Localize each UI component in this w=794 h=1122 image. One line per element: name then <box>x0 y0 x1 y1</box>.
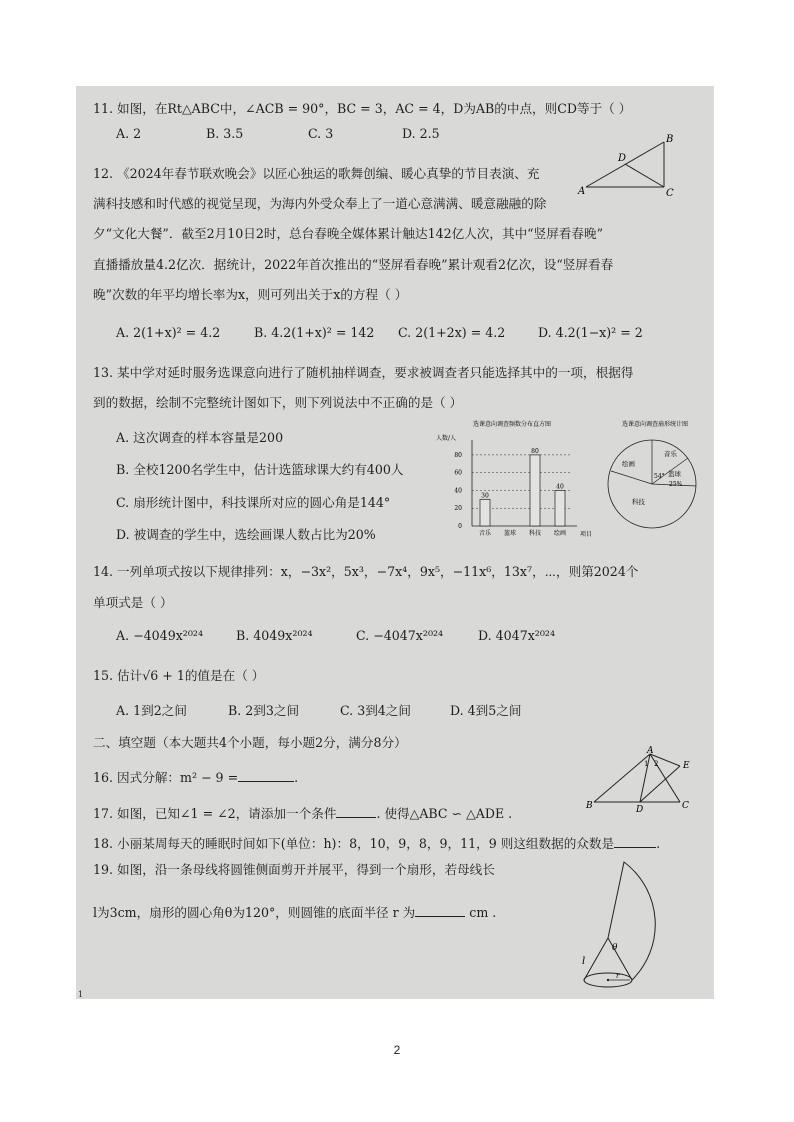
q12-option-a: A. 2(1+x)² = 4.2 <box>116 325 221 340</box>
pie-label-percent: 25% <box>669 481 683 488</box>
label-b: B <box>666 134 674 145</box>
q18-answer-blank[interactable] <box>614 835 656 848</box>
q17-answer-blank[interactable] <box>336 805 376 818</box>
q12-option-b: B. 4.2(1+x)² = 142 <box>254 325 375 340</box>
bar-chart-title: 选课意向调查频数分布直方图 <box>472 421 552 428</box>
svg-text:E: E <box>683 761 690 771</box>
label-d: D <box>618 153 627 164</box>
bar-value-label: 40 <box>556 483 564 491</box>
q13-option-c: C. 扇形统计图中，科技课所对应的圆心角是144° <box>116 495 391 510</box>
q15-option-c: C. 3到4之间 <box>340 703 411 718</box>
svg-text:θ: θ <box>612 943 618 953</box>
q12-line-2: 满科技感和时代感的视觉呈现，为海内外受众奉上了一道心意满满、暖意融融的除 <box>93 196 547 211</box>
pie-label-angle: 54° <box>654 473 665 480</box>
q14-line-2: 单项式是（ ） <box>93 595 173 610</box>
y-tick-label: 0 <box>458 523 462 530</box>
q15-option-d: D. 4到5之间 <box>450 703 522 718</box>
q19-answer-blank[interactable] <box>415 904 465 917</box>
q12-line-5: 晚”次数的年平均增长率为x，则可列出关于x的方程（ ） <box>93 287 408 302</box>
bar-value-label: 80 <box>531 447 539 455</box>
bar <box>530 455 540 526</box>
pie-label-basketball: 篮球 <box>668 470 681 478</box>
q16-answer-blank[interactable] <box>238 769 294 782</box>
q13-line-2: 到的数据，绘制不完整统计图如下，则下列说法中不正确的是（ ） <box>93 395 463 410</box>
q13-line-1: 13. 某中学对延时服务选课意向进行了随机抽样调查，要求被调查者只能选择其中的一项，根据得 <box>93 365 634 380</box>
q11-triangle-figure <box>576 132 686 198</box>
pie-label-music: 音乐 <box>664 450 677 458</box>
q12-line-4: 直播播放量4.2亿次．据统计，2022年首次推出的“竖屏看春晚”累计观看2亿次，设“竖屏看春 <box>93 257 614 272</box>
q15-option-a: A. 1到2之间 <box>116 703 187 718</box>
q11-option-c: C. 3 <box>308 126 334 141</box>
q15-option-b: B. 2到3之间 <box>228 703 300 718</box>
slice-line <box>611 471 652 484</box>
q17-triangle-figure <box>584 746 696 812</box>
q12-option-d: D. 4.2(1−x)² = 2 <box>538 325 643 340</box>
y-tick-label: 20 <box>454 505 462 513</box>
pie-chart <box>602 418 708 542</box>
corner-mark: 1 <box>78 990 84 999</box>
q11-option-d: D. 2.5 <box>402 126 440 141</box>
pie-label-technology: 科技 <box>632 498 645 506</box>
y-tick-label: 80 <box>454 451 462 459</box>
q18-stem: 18. 小丽某周每天的睡眠时间如下(单位：h)：8，10，9，8，9，11，9 则这组数据的众数是 . <box>93 836 661 851</box>
q17-stem: 17. 如图，已知∠1 = ∠2，请添加一个条件 . 使得△ABC ∽ △ADE . <box>93 806 513 821</box>
bar <box>555 490 565 526</box>
q14-line-1: 14. 一列单项式按以下规律排列：x，−3x²，5x³，−7x⁴，9x⁵，−11x⁶，13x⁷，⋯，则第2024个 <box>93 564 639 579</box>
exam-sheet <box>76 86 714 999</box>
svg-text:1: 1 <box>644 760 649 768</box>
svg-text:D: D <box>636 805 644 812</box>
q14-option-b: B. 4049x²⁰²⁴ <box>236 628 313 643</box>
q12-line-3: 夕“文化大餐”．截至2月10日2时，总台春晚全媒体累计触达142亿人次，其中“竖屏看春晚” <box>93 226 604 241</box>
q16-stem: 16. 因式分解：m² − 9 = . <box>93 770 299 785</box>
label-a: A <box>578 186 586 197</box>
bar-chart-xlabel: 项目 <box>580 531 592 538</box>
q12-line-1: 12. 《2024年春节联欢晚会》以匠心独运的歌舞创编、暖心真挚的节目表演、充 <box>93 166 540 181</box>
bar-chart-ylabel: 人数/人 <box>436 435 457 442</box>
y-tick-label: 40 <box>454 487 462 495</box>
svg-text:B: B <box>586 801 593 811</box>
q15-stem: 15. 估计√6 + 1的值是在（ ） <box>93 668 265 683</box>
bar-chart <box>432 418 592 542</box>
x-tick-label: 音乐 <box>478 530 492 537</box>
label-c: C <box>666 188 674 198</box>
section-heading: 二、填空题（本大题共4个小题，每小题2分，满分8分） <box>93 735 407 750</box>
bar-value-label: 30 <box>481 492 489 500</box>
q13-option-b: B. 全校1200名学生中，估计选篮球课大约有400人 <box>116 462 404 477</box>
q11-stem: 11. 如图，在Rt△ABC中，∠ACB = 90°，BC = 3，AC = 4，D为AB的中点，则CD等于（ ） <box>93 101 632 116</box>
y-tick-label: 60 <box>454 469 462 477</box>
x-tick-label: 科技 <box>528 530 542 537</box>
q19-line-1: 19. 如图，沿一条母线将圆锥侧面剪开并展平，得到一个扇形，若母线长 <box>93 862 495 877</box>
q13-option-a: A. 这次调查的样本容量是200 <box>116 430 284 445</box>
q19-cone-figure <box>568 856 664 998</box>
pie-chart-title: 选课意向调查扇形统计图 <box>621 421 689 428</box>
svg-text:r: r <box>616 972 620 980</box>
q11-option-a: A. 2 <box>116 126 142 141</box>
svg-text:2: 2 <box>654 760 659 768</box>
page-number: 2 <box>393 1043 401 1057</box>
bar <box>480 499 490 526</box>
svg-text:A: A <box>647 746 654 756</box>
x-tick-label: 篮球 <box>503 530 517 537</box>
q19-line-2: l为3cm，扇形的圆心角θ为120°，则圆锥的底面半径 r 为 cm . <box>93 905 497 920</box>
svg-text:C: C <box>682 801 689 811</box>
q14-option-c: C. −4047x²⁰²⁴ <box>356 628 444 643</box>
x-tick-label: 绘画 <box>553 530 567 537</box>
q14-option-d: D. 4047x²⁰²⁴ <box>478 628 556 643</box>
pie-label-painting: 绘画 <box>622 460 635 468</box>
svg-text:l: l <box>582 956 586 967</box>
q14-option-a: A. −4049x²⁰²⁴ <box>116 628 204 643</box>
q12-option-c: C. 2(1+2x) = 4.2 <box>398 325 506 340</box>
q13-option-d: D. 被调查的学生中，选绘画课人数占比为20% <box>116 527 376 542</box>
q11-option-b: B. 3.5 <box>206 126 244 141</box>
